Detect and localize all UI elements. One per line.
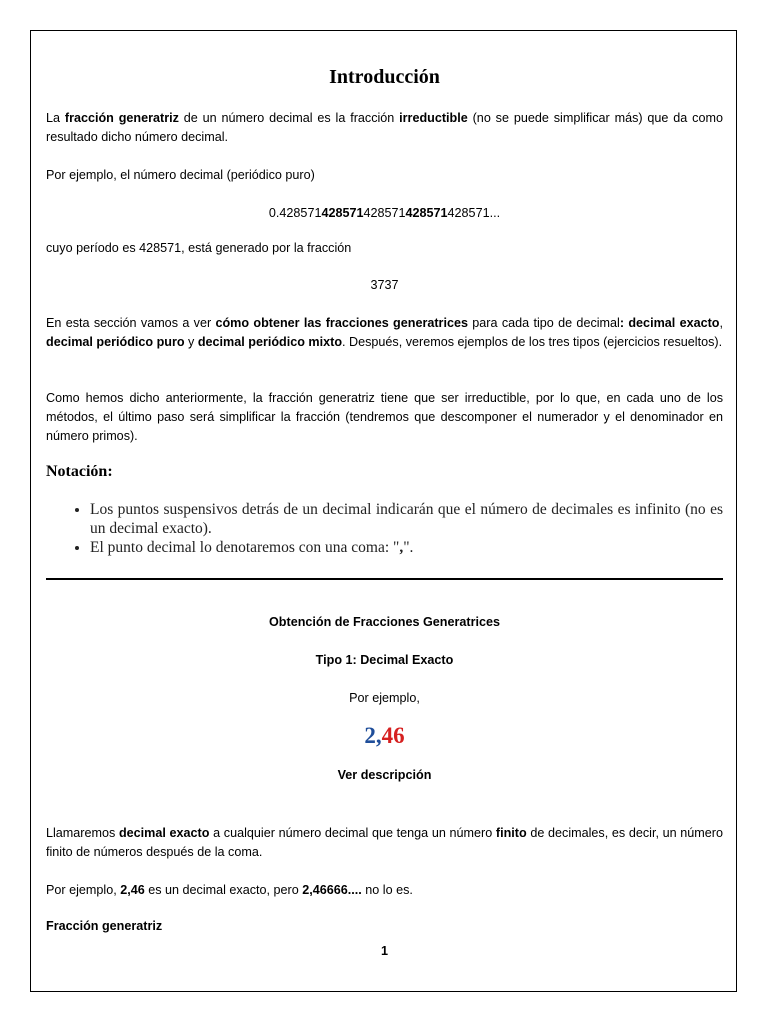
intro-paragraph-2: Por ejemplo, el número decimal (periódico puro) [46,168,315,182]
text-run: es un decimal exacto, pero [144,883,303,897]
text-run: En esta sección vamos a ver [46,316,216,330]
bold-term: decimal periódico mixto [197,335,343,349]
bold-term: decimal exacto [118,826,210,840]
intro-paragraph-5: Como hemos dicho anteriormente, la fracción generatriz tiene que ser irreductible, por lo que, en cada uno de los métodos, el último paso será simplificar la fracción (tendremos que descomponer el numerador y el denominador en número primos). [46,391,723,443]
bold-term: finito [495,826,527,840]
fraction-value: 3737 [370,278,399,292]
document-page [30,30,737,992]
decimal-run: 428571... [447,206,501,220]
example-label: Por ejemplo, [349,691,420,705]
notation-list [46,500,723,557]
text-run: a cualquier número decimal que tenga un número [209,826,496,840]
see-description-link[interactable]: Ver descripción [337,768,432,782]
decimal-period-bold: 428571 [405,206,448,220]
number-separator: , [375,723,382,748]
intro-paragraph-1 [46,109,723,147]
text-run: La [46,111,65,125]
bold-term: cómo obtener las fracciones generatrices [215,316,468,330]
section-paragraph-2 [46,881,723,900]
text-run: y [184,335,198,349]
bold-term: : decimal exacto [619,316,720,330]
text-run: Por ejemplo, [46,883,121,897]
number-decimal-part: 46 [381,723,405,748]
section-heading: Obtención de Fracciones Generatrices [269,615,500,629]
bold-term: , [399,539,404,556]
page-number: 1 [380,944,388,958]
text-run: de decimales, es decir, un número finito de números después de la coma. [46,826,724,859]
bold-term: 2,46666.... [302,883,362,897]
decimal-run: 428571 [363,206,406,220]
bold-term: irreductible [399,111,468,125]
number-integer-part: 2 [364,723,376,748]
list-item: • Los puntos suspensivos detrás de un decimal indicarán que el número de decimales es infinito (no es un decimal exacto). [90,500,723,538]
text-run: , [719,316,723,330]
bold-term: decimal periódico puro [46,335,185,349]
section-divider [46,578,723,580]
decimal-period-bold: 428571 [321,206,364,220]
page-title: Introducción [329,66,440,88]
section-subheading: Tipo 1: Decimal Exacto [315,653,454,667]
text-run: para cada tipo de decimal [467,316,620,330]
decimal-example [46,206,723,220]
section-subtitle: Fracción generatriz [46,919,163,933]
notation-heading: Notación: [46,463,113,480]
text-run: Llamaremos [46,826,119,840]
text-run: de un número decimal es la fracción [178,111,400,125]
example-number [46,723,723,749]
bold-term: 2,46 [120,883,145,897]
decimal-run: 0.428571 [268,206,322,220]
text-run: (no se puede simplificar más) que da como resultado dicho número decimal. [46,111,723,144]
intro-paragraph-4 [46,314,723,352]
list-item [90,538,723,557]
section-paragraph-1 [46,824,723,862]
text-run: . Después, veremos ejemplos de los tres tipos (ejercicios resueltos). [342,335,723,349]
bold-term: fracción generatriz [64,111,179,125]
text-run: ". [403,539,414,556]
text-run: no lo es. [361,883,413,897]
text-run: El punto decimal lo denotaremos con una coma: " [90,539,400,556]
intro-paragraph-3: cuyo período es 428571, está generado por la fracción [46,241,352,255]
